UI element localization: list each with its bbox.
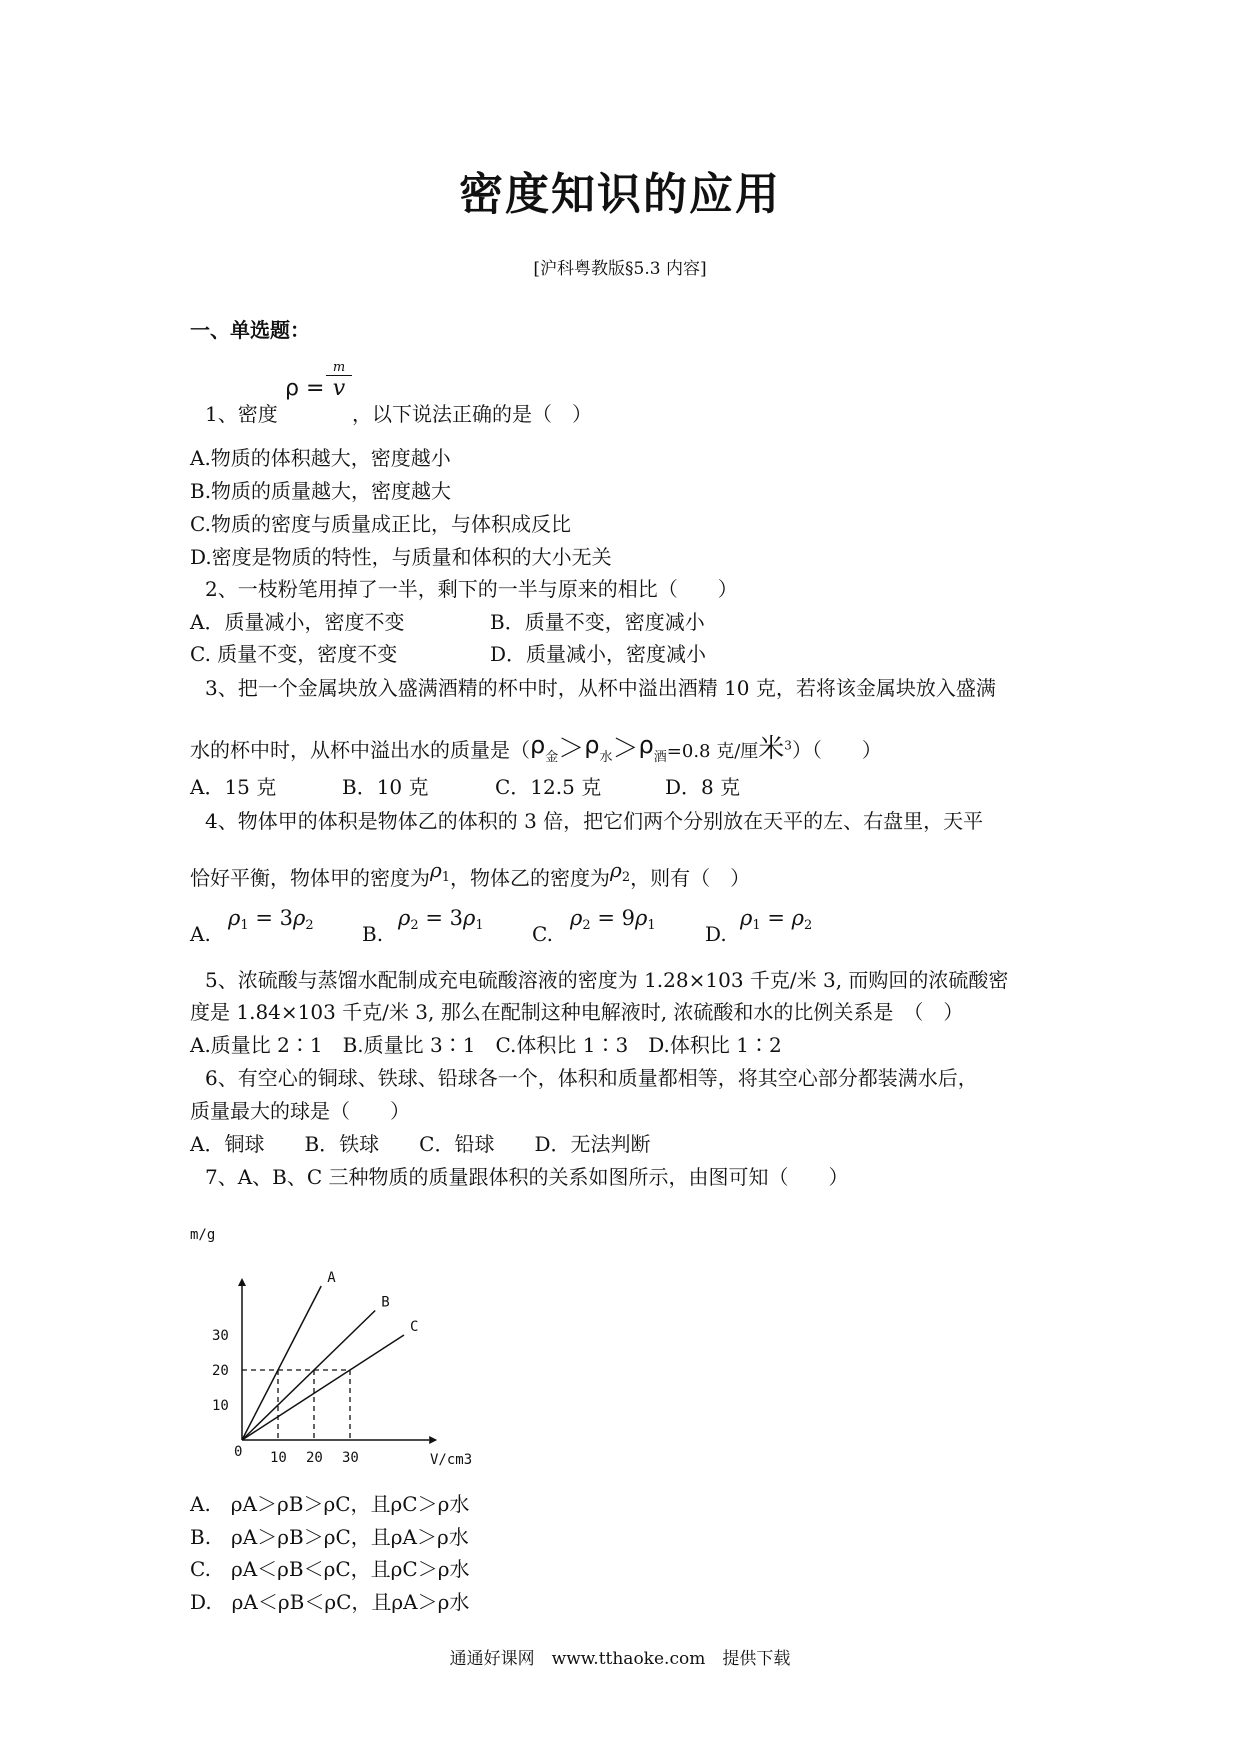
x-tick-label: 30 bbox=[342, 1450, 359, 1466]
q3-stem-line2 bbox=[190, 728, 882, 765]
page-subtitle: [沪科粤教版§5.3 内容] bbox=[533, 259, 707, 279]
q3-gt-2: ＞ bbox=[612, 734, 639, 764]
mass-volume-chart bbox=[190, 1215, 510, 1485]
q3-option-a: A．15 克 bbox=[190, 775, 277, 799]
q4-option-c-formula bbox=[570, 906, 656, 933]
q4-rho1: ρ bbox=[430, 858, 442, 882]
q4-option-d-formula bbox=[740, 906, 812, 933]
q4-option-b-label: B. bbox=[362, 922, 384, 946]
series-label-a: A bbox=[327, 1270, 336, 1286]
q4-c-eq: = 9 bbox=[590, 906, 635, 930]
q3-value: =0.8 克/厘 bbox=[666, 741, 759, 762]
q4-stem2-b: ，物体乙的密度为 bbox=[450, 866, 611, 890]
q4-b-rhs: ρ bbox=[462, 906, 476, 930]
page-title: 密度知识的应用 bbox=[459, 169, 781, 220]
q2-option-a: A．质量减小，密度不变 bbox=[190, 610, 405, 634]
q4-a-lhs-sub: 1 bbox=[240, 918, 249, 933]
q4-b-lhs-sub: 2 bbox=[410, 918, 419, 933]
q7-option-a: A. ρA＞ρB＞ρC，且ρC＞ρ水 bbox=[190, 1492, 470, 1516]
q6-options: A．铜球 B．铁球 C．铅球 D．无法判断 bbox=[190, 1132, 651, 1156]
q4-d-lhs: ρ bbox=[740, 906, 753, 930]
q3-option-b: B．10 克 bbox=[342, 775, 429, 799]
q4-rho1-sub: 1 bbox=[441, 870, 451, 885]
series-line-a bbox=[242, 1286, 321, 1440]
series-line-b bbox=[242, 1311, 375, 1441]
q6-stem-line1: 6、有空心的铜球、铁球、铅球各一个，体积和质量都相等，将其空心部分都装满水后， bbox=[205, 1066, 978, 1090]
q3-sub-metal: 金 bbox=[545, 750, 559, 765]
q4-stem-line2 bbox=[190, 858, 750, 891]
q7-stem: 7、A、B、C 三种物质的质量跟体积的关系如图所示，由图可知（ ） bbox=[205, 1165, 849, 1189]
q7-option-c: C. ρA＜ρB＜ρC，且ρC＞ρ水 bbox=[190, 1557, 470, 1581]
q4-rho2-sub: 2 bbox=[621, 870, 631, 885]
q1-formula-denominator: v bbox=[332, 376, 346, 401]
q7-option-d: D. ρA＜ρB＜ρC，且ρA＞ρ水 bbox=[190, 1590, 470, 1614]
x-axis-label: V/cm3 bbox=[430, 1452, 473, 1468]
q5-stem-line2: 度是 1.84×103 千克/米 3, 那么在配制这种电解液时, 浓硫酸和水的比例关系是 （ ） bbox=[190, 1000, 964, 1024]
q3-stem-line1: 3、把一个金属块放入盛满酒精的杯中时，从杯中溢出酒精 10 克，若将该金属块放入盛满 bbox=[205, 676, 996, 700]
q2-stem: 2、一枝粉笔用掉了一半，剩下的一半与原来的相比（ ） bbox=[205, 577, 738, 601]
q3-option-c: C．12.5 克 bbox=[495, 775, 602, 799]
q4-a-eq: = 3 bbox=[248, 906, 293, 930]
origin-label: 0 bbox=[234, 1444, 243, 1460]
q4-option-d-label: D. bbox=[705, 922, 727, 946]
q4-d-eq: = bbox=[760, 906, 792, 930]
q3-gt-1: ＞ bbox=[558, 734, 585, 764]
q3-stem2-suffix: ）（ ） bbox=[791, 738, 882, 762]
x-tick-label: 10 bbox=[270, 1450, 287, 1466]
x-tick-label: 20 bbox=[306, 1450, 323, 1466]
q4-d-rhs-sub: 2 bbox=[803, 918, 813, 933]
y-axis-label: m/g bbox=[190, 1227, 216, 1243]
q4-c-lhs-sub: 2 bbox=[582, 918, 591, 933]
q5-options: A.质量比 2∶1 B.质量比 3∶1 C.体积比 1∶3 D.体积比 1∶2 bbox=[190, 1033, 782, 1057]
q6-stem-line2: 质量最大的球是（ ） bbox=[190, 1099, 410, 1123]
q2-option-c: C. 质量不变，密度不变 bbox=[190, 642, 398, 666]
q7-option-b: B. ρA＞ρB＞ρC，且ρA＞ρ水 bbox=[190, 1525, 469, 1549]
y-tick-label: 10 bbox=[212, 1398, 229, 1414]
q3-rho-water: ρ bbox=[584, 731, 600, 759]
q4-option-a-formula bbox=[228, 906, 314, 933]
series-label-c: C bbox=[410, 1319, 419, 1335]
q1-formula-numerator: m bbox=[332, 360, 346, 375]
q2-option-d: D．质量减小，密度减小 bbox=[490, 642, 707, 666]
series-line-c bbox=[242, 1335, 404, 1440]
y-tick-label: 20 bbox=[212, 1363, 229, 1379]
q4-d-rhs: ρ bbox=[791, 906, 804, 930]
y-tick-label: 30 bbox=[212, 1328, 229, 1344]
q1-option-b: B.物质的质量越大，密度越大 bbox=[190, 479, 452, 503]
y-axis-arrow bbox=[238, 1278, 246, 1286]
q4-a-rhs-sub: 2 bbox=[305, 918, 314, 933]
q3-rho-alcohol: ρ bbox=[638, 731, 654, 759]
q4-a-lhs: ρ bbox=[228, 906, 241, 930]
q4-stem2-a: 恰好平衡，物体甲的密度为 bbox=[190, 866, 430, 890]
q4-b-eq: = 3 bbox=[418, 906, 463, 930]
q4-stem-line1: 4、物体甲的体积是物体乙的体积的 3 倍，把它们两个分别放在天平的左、右盘里，天平 bbox=[205, 809, 984, 833]
q4-b-lhs: ρ bbox=[398, 906, 411, 930]
q3-stem2-prefix: 水的杯中时，从杯中溢出水的质量是（ bbox=[190, 738, 530, 762]
q4-stem2-c: ，则有（ ） bbox=[630, 866, 751, 890]
q3-unit-exponent: 3 bbox=[784, 738, 792, 753]
q3-option-d: D．8 克 bbox=[665, 775, 741, 799]
q3-rho-metal: ρ bbox=[530, 731, 546, 759]
q3-sub-alcohol: 酒 bbox=[653, 750, 667, 765]
q2-option-b: B．质量不变，密度减小 bbox=[490, 610, 705, 634]
q4-c-lhs: ρ bbox=[570, 906, 583, 930]
q4-option-c-label: C. bbox=[532, 922, 553, 946]
x-axis-arrow bbox=[429, 1436, 437, 1444]
q4-c-rhs-sub: 1 bbox=[647, 918, 656, 933]
q4-b-rhs-sub: 1 bbox=[475, 918, 484, 933]
q4-rho2: ρ bbox=[610, 858, 622, 882]
q3-sub-water: 水 bbox=[599, 750, 613, 765]
q1-option-c: C.物质的密度与质量成正比，与体积成反比 bbox=[190, 512, 571, 536]
q1-formula-lhs: ρ = bbox=[285, 376, 325, 401]
page-footer: 通通好课网 www.tthaoke.com 提供下载 bbox=[449, 1649, 791, 1669]
q1-stem-suffix: ，以下说法正确的是（ ） bbox=[352, 402, 592, 426]
q4-d-lhs-sub: 1 bbox=[752, 918, 761, 933]
q4-c-rhs: ρ bbox=[634, 906, 648, 930]
q1-option-d: D.密度是物质的特性，与质量和体积的大小无关 bbox=[190, 545, 612, 569]
q1-option-a: A.物质的体积越大，密度越小 bbox=[190, 446, 451, 470]
q4-option-b-formula bbox=[398, 906, 484, 933]
q5-stem-line1: 5、浓硫酸与蒸馏水配制成充电硫酸溶液的密度为 1.28×103 千克/米 3, 而购回的浓硫酸密 bbox=[205, 968, 1009, 992]
q1-stem-prefix: 1、密度 bbox=[205, 402, 278, 426]
q1-formula-fraction bbox=[326, 360, 352, 401]
section-heading: 一、单选题： bbox=[190, 318, 310, 342]
q3-unit: 米 bbox=[758, 734, 785, 764]
q4-a-rhs: ρ bbox=[292, 906, 306, 930]
series-label-b: B bbox=[381, 1294, 390, 1311]
q4-option-a-label: A. bbox=[190, 922, 211, 946]
